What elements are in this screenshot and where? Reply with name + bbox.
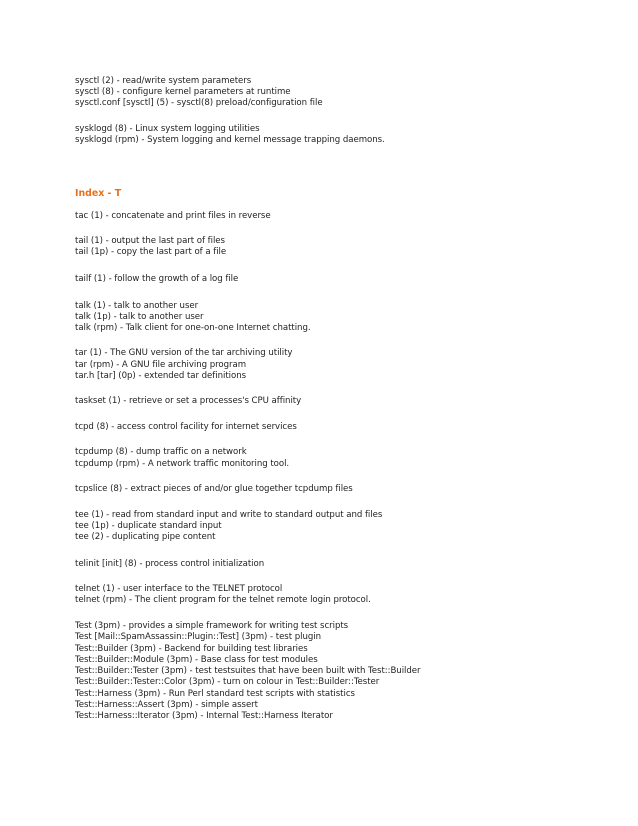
man-page-entry: tcpd (8) - access control facility for internet services (75, 422, 297, 433)
entry-group (75, 621, 615, 722)
man-page-entry: Test::Builder::Tester (3pm) - test testsuites that have been built with Test::Builder (75, 666, 421, 677)
entry-group (75, 76, 615, 110)
entry-group (75, 301, 615, 335)
man-page-entry: sysctl (2) - read/write system parameters (75, 76, 252, 86)
man-page-entry: tail (1) - output the last part of files (75, 236, 225, 247)
man-page-entry: Test [Mail::SpamAssassin::Plugin::Test] (3pm) - test plugin (75, 632, 322, 643)
man-page-entry: talk (1) - talk to another user (75, 300, 199, 311)
man-page-entry: Test::Builder (3pm) - Backend for building test libraries (75, 643, 308, 654)
man-page-entry: tcpdump (rpm) - A network traffic monitoring tool. (75, 458, 290, 469)
entry-group (75, 584, 615, 606)
man-page-entry: Test::Harness::Assert (3pm) - simple assert (75, 699, 258, 710)
index-t-section (75, 211, 615, 722)
man-page-entry: tcpslice (8) - extract pieces of and/or glue together tcpdump files (75, 483, 353, 494)
man-page-entry: sysklogd (rpm) - System logging and kernel message trapping daemons. (75, 134, 385, 145)
document-page (75, 76, 615, 722)
man-page-entry: telinit [init] (8) - process control initialization (75, 558, 265, 569)
man-page-entry: tail (1p) - copy the last part of a file (75, 247, 227, 258)
man-page-entry: sysklogd (8) - Linux system logging utilities (75, 123, 260, 134)
man-page-entry: talk (1p) - talk to another user (75, 312, 204, 323)
man-page-entry: taskset (1) - retrieve or set a processes's CPU affinity (75, 396, 302, 407)
man-page-entry: tee (1) - read from standard input and write to standard output and files (75, 510, 383, 521)
man-page-entry: Test::Builder::Tester::Color (3pm) - turn on colour in Test::Builder::Tester (75, 677, 380, 688)
man-page-entry: Test::Harness::Iterator (3pm) - Internal Test::Harness Iterator (75, 710, 333, 721)
man-page-entry: Test (3pm) - provides a simple framework for writing test scripts (75, 621, 349, 632)
man-page-entry: tee (2) - duplicating pipe content (75, 532, 216, 543)
man-page-entry: tar (rpm) - A GNU file archiving program (75, 359, 247, 370)
entry-group (75, 124, 615, 146)
index-s-continuation (75, 76, 615, 146)
man-page-entry: talk (rpm) - Talk client for one-on-one Internet chatting. (75, 323, 311, 334)
man-page-entry: tcpdump (8) - dump traffic on a network (75, 447, 247, 458)
entry-group (75, 447, 615, 469)
man-page-entry: telnet (1) - user interface to the TELNET protocol (75, 583, 283, 594)
man-page-entry: telnet (rpm) - The client program for the telnet remote login protocol. (75, 595, 371, 606)
entry-group (75, 348, 615, 382)
man-page-entry: sysctl.conf [sysctl] (5) - sysctl(8) preload/configuration file (75, 98, 323, 109)
man-page-entry: tac (1) - concatenate and print files in reverse (75, 211, 271, 222)
man-page-entry: sysctl (8) - configure kernel parameters at runtime (75, 87, 291, 98)
man-page-entry: tar.h [tar] (0p) - extended tar definitions (75, 370, 247, 381)
entry-group (75, 484, 615, 495)
entry-group (75, 510, 615, 544)
entry-group (75, 211, 615, 222)
entry-group (75, 396, 615, 407)
entry-group (75, 422, 615, 433)
man-page-entry: tee (1p) - duplicate standard input (75, 521, 222, 532)
entry-group (75, 236, 615, 258)
man-page-entry: Test::Harness (3pm) - Run Perl standard test scripts with statistics (75, 688, 355, 699)
man-page-entry: Test::Builder::Module (3pm) - Base class for test modules (75, 654, 318, 665)
man-page-entry: tailf (1) - follow the growth of a log file (75, 273, 239, 284)
entry-group (75, 274, 615, 285)
entry-group (75, 559, 615, 570)
index-heading: Index - T (75, 188, 122, 200)
man-page-entry: tar (1) - The GNU version of the tar archiving utility (75, 348, 293, 359)
